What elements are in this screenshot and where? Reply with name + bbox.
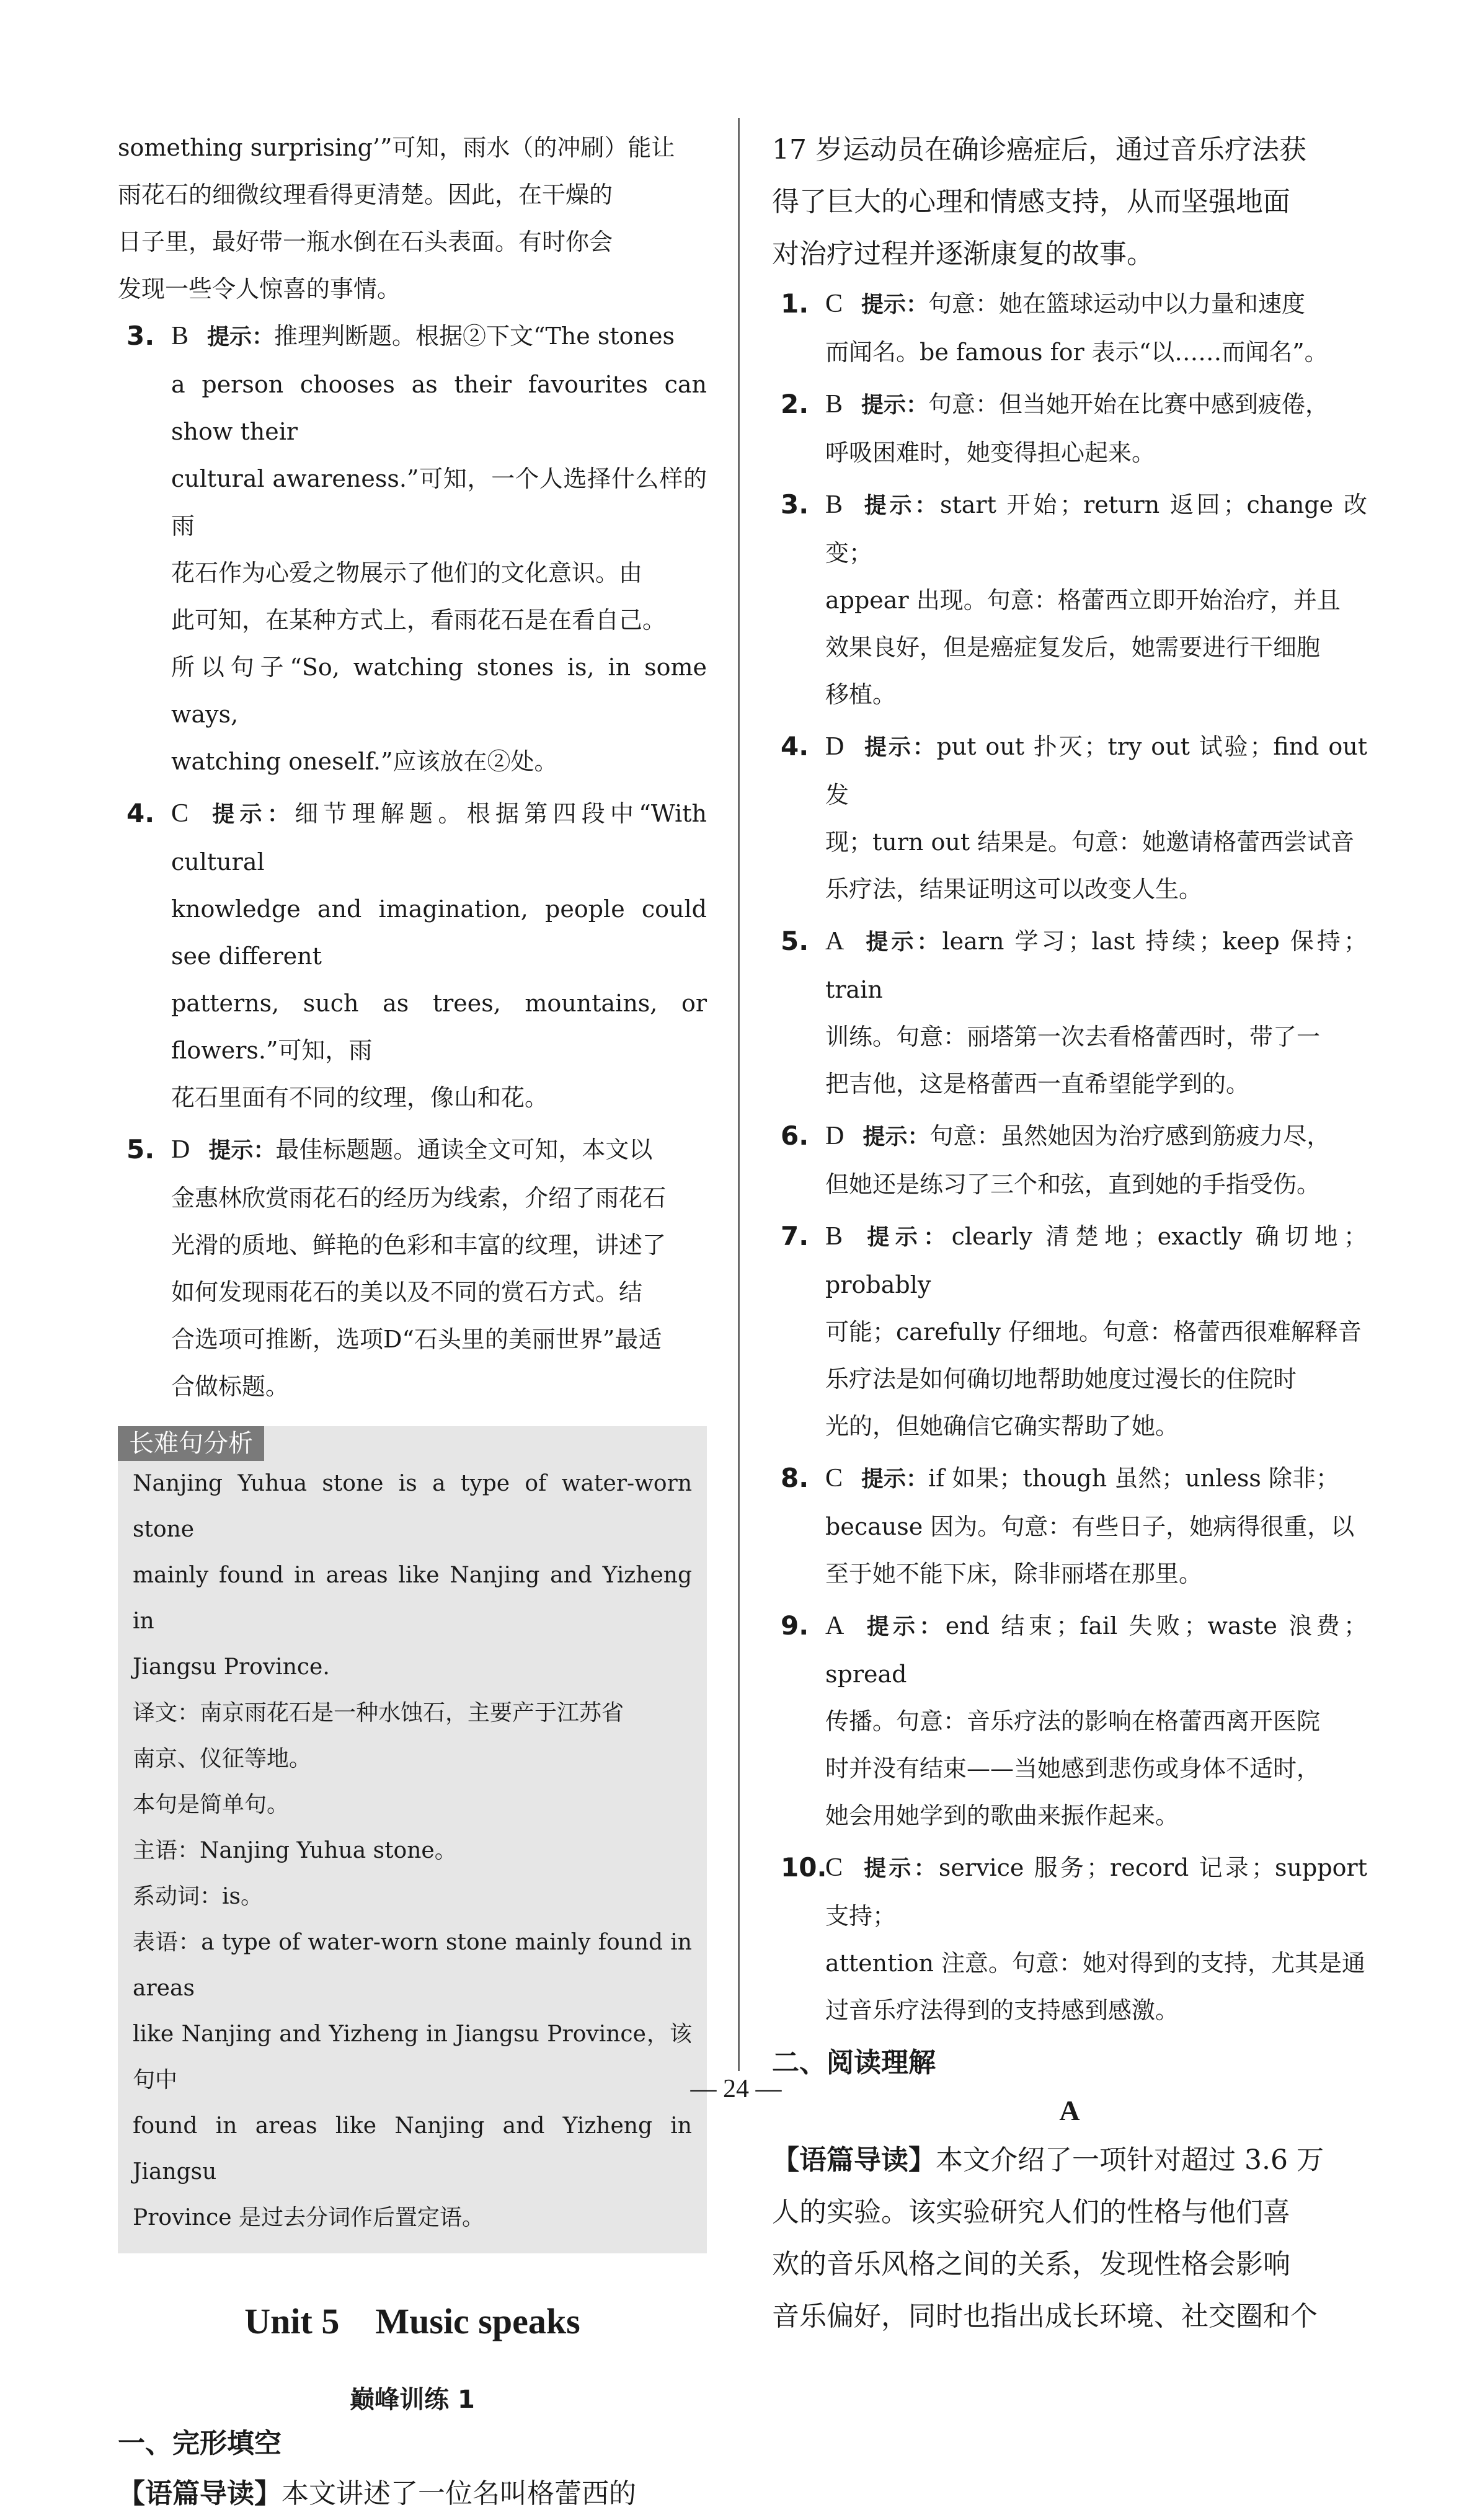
explanation-text: 至于她不能下床，除非丽塔在那里。	[825, 1560, 1203, 1587]
passage-intro	[118, 2468, 707, 2520]
explanation-text: because 因为。句意：有些日子，她病得很重，以	[825, 1513, 1355, 1540]
passage-label: A	[1059, 2095, 1080, 2126]
explanation-text: 移植。	[825, 681, 897, 708]
explanation-text: 她会用她学到的歌曲来振作起来。	[825, 1802, 1179, 1829]
box-line: mainly found in areas like Nanjing and Yizheng in	[133, 1563, 692, 1634]
explanation-text: 花石作为心爱之物展示了他们的文化意识。由	[171, 559, 643, 587]
question-number: 10.	[781, 1852, 827, 1883]
question-number: 4.	[781, 731, 809, 761]
intro-line: 对治疗过程并逐渐康复的故事。	[772, 238, 1154, 270]
explanation-text: watching oneself.”应该放在②处。	[171, 748, 558, 775]
question-number: 1.	[781, 288, 809, 319]
question-number: 8.	[781, 1463, 809, 1493]
explanation-text: 光的，但她确信它确实帮助了她。	[825, 1413, 1179, 1440]
left-column	[118, 124, 707, 2520]
question-number: 3.	[781, 489, 809, 520]
explanation-text: put out 扑灭；try out 试验；find out 发	[825, 733, 1367, 809]
passage-intro	[772, 2134, 1367, 2186]
question-number: 5.	[126, 1134, 155, 1165]
explanation-text: 乐疗法，结果证明这可以改变人生。	[825, 876, 1203, 903]
explanation-text: 而闻名。be famous for 表示“以……而闻名”。	[825, 339, 1328, 366]
explanation-text: 句意：她在篮球运动中以力量和速度	[928, 290, 1306, 317]
answer-item	[772, 280, 1367, 376]
training-title: 巅峰训练 1	[350, 2385, 475, 2414]
box-line: found in areas like Nanjing and Yizheng in Jiangsu	[133, 2113, 692, 2185]
answer-letter: C	[825, 290, 843, 318]
answer-item	[772, 1844, 1367, 2034]
box-title: 长难句分析	[118, 1426, 264, 1461]
box-line: Jiangsu Province.	[133, 1654, 330, 1680]
explanation-text: 把吉他，这是格蕾西一直希望能学到的。	[825, 1070, 1250, 1098]
box-line: 本句是简单句。	[133, 1792, 290, 1817]
explanation-text: 乐疗法是如何确切地帮助她度过漫长的住院时	[825, 1365, 1297, 1393]
explanation-text: cultural awareness.”可知，一个人选择什么样的雨	[171, 465, 707, 539]
box-line: 主语：Nanjing Yuhua stone。	[133, 1838, 457, 1863]
box-line: like Nanjing and Yizheng in Jiangsu Province，该句中	[133, 2021, 692, 2093]
answer-letter: B	[171, 322, 189, 350]
explanation-text: 花石里面有不同的纹理，像山和花。	[171, 1084, 549, 1111]
text-line: something surprising’”可知，雨水（的冲刷）能让	[118, 134, 675, 161]
hint-label: 提示：	[862, 929, 942, 955]
question-number: 6.	[781, 1120, 809, 1151]
explanation-text: 句意：但当她开始在比赛中感到疲倦，	[928, 391, 1329, 418]
explanation-text: learn 学习；last 持续；keep 保持；train	[825, 928, 1367, 1003]
box-line: 系动词：is。	[133, 1884, 263, 1909]
answer-letter: B	[825, 490, 843, 519]
explanation-text: 此可知，在某种方式上，看雨花石是在看自己。	[171, 606, 667, 634]
box-line: Nanjing Yuhua stone is a type of water-worn stone	[133, 1471, 692, 1542]
answer-letter: D	[825, 1122, 845, 1150]
explanation-text: 合做标题。	[171, 1373, 290, 1400]
explanation-text: 最佳标题题。通读全文可知，本文以	[275, 1136, 653, 1163]
hint-label: 提示：	[861, 1466, 929, 1492]
page-number: — 24 —	[690, 2075, 782, 2103]
explanation-text: start 开始；return 返回；change 改变；	[825, 491, 1367, 567]
answer-item	[772, 1112, 1367, 1208]
question-number: 5.	[781, 926, 809, 956]
sentence-analysis-box	[118, 1426, 707, 2253]
explanation-text: if 如果；though 虽然；unless 除非；	[928, 1465, 1339, 1492]
intro-tag: 【语篇导读】	[772, 2144, 936, 2176]
answer-letter: C	[171, 799, 189, 828]
answer-letter: C	[825, 1464, 843, 1493]
hint-label: 提示：	[861, 393, 929, 418]
intro-text: 本文介绍了一项针对超过 3.6 万	[936, 2144, 1324, 2176]
hint-label: 提示：	[861, 1856, 939, 1881]
explanation-text: 可能；carefully 仔细地。句意：格蕾西很难解释音	[825, 1318, 1362, 1346]
explanation-text: clearly 清楚地；exactly 确切地；probably	[825, 1223, 1367, 1298]
hint-label: 提示：	[862, 1124, 930, 1150]
intro-line: 欢的音乐风格之间的关系，发现性格会影响	[772, 2248, 1290, 2280]
question-number: 4.	[126, 798, 155, 828]
explanation-text: 合选项可推断，选项D“石头里的美丽世界”最适	[171, 1326, 662, 1353]
column-divider	[738, 118, 740, 2071]
answer-letter: B	[825, 390, 843, 419]
explanation-text: 现；turn out 结果是。句意：她邀请格蕾西尝试音	[825, 828, 1355, 856]
explanation-text: 如何发现雨花石的美以及不同的赏石方式。结	[171, 1279, 643, 1306]
hint-label: 提示：	[208, 1138, 276, 1163]
text-line: 雨花石的细微纹理看得更清楚。因此，在干燥的	[118, 181, 613, 208]
answer-list	[772, 280, 1367, 2034]
intro-line: 得了巨大的心理和情感支持，从而坚强地面	[772, 186, 1290, 218]
explanation-text: service 服务；record 记录；support 支持；	[825, 1854, 1367, 1930]
intro-line: 音乐偏好，同时也指出成长环境、社交圈和个	[772, 2300, 1318, 2332]
explanation-text: 推理判断题。根据②下文“The stones	[274, 322, 675, 350]
box-line: 南京、仪征等地。	[133, 1746, 312, 1772]
answer-item	[118, 790, 707, 1121]
text-line: 日子里，最好带一瓶水倒在石头表面。有时你会	[118, 228, 613, 255]
explanation-text: attention 注意。句意：她对得到的支持，尤其是通	[825, 1950, 1366, 1977]
box-line: 表语：a type of water-worn stone mainly found in areas	[133, 1930, 692, 2001]
explanation-text: 效果良好，但是癌症复发后，她需要进行干细胞	[825, 634, 1321, 661]
explanation-text: 所以句子“So, watching stones is, in some ways,	[171, 654, 707, 728]
hint-label: 提示：	[861, 1225, 952, 1250]
continued-paragraph	[118, 124, 707, 313]
answer-letter: A	[825, 1612, 845, 1640]
hint-label: 提示：	[861, 292, 929, 317]
text-line: 发现一些令人惊喜的事情。	[118, 275, 401, 303]
explanation-text: appear 出现。句意：格蕾西立即开始治疗，并且	[825, 587, 1341, 614]
explanation-text: 但她还是练习了三个和弦，直到她的手指受伤。	[825, 1171, 1321, 1198]
answer-item	[772, 481, 1367, 718]
answer-item	[772, 1455, 1367, 1597]
answer-item	[772, 918, 1367, 1107]
intro-line: 人的实验。该实验研究人们的性格与他们喜	[772, 2196, 1290, 2228]
answer-item	[772, 723, 1367, 913]
hint-label: 提示：	[861, 493, 940, 518]
answer-letter: C	[825, 1853, 843, 1882]
explanation-text: end 结束；fail 失败；waste 浪费；spread	[825, 1612, 1367, 1688]
explanation-text: 训练。句意：丽塔第一次去看格蕾西时，带了一	[825, 1023, 1321, 1050]
explanation-text: 金惠林欣赏雨花石的经历为线索，介绍了雨花石	[171, 1184, 667, 1212]
answer-letter: D	[171, 1135, 190, 1164]
question-number: 2.	[781, 389, 809, 419]
explanation-text: 细节理解题。根据第四段中“With cultural	[171, 800, 707, 876]
intro-tag: 【语篇导读】	[118, 2478, 282, 2509]
hint-label: 提示：	[862, 1614, 946, 1639]
intro-line: 17 岁运动员在确诊癌症后，通过音乐疗法获	[772, 134, 1306, 166]
hint-label: 提示：	[207, 802, 295, 827]
question-number: 7.	[781, 1221, 809, 1251]
intro-text: 本文讲述了一位名叫格蕾西的	[282, 2478, 636, 2509]
explanation-text: 过音乐疗法得到的支持感到感激。	[825, 1997, 1179, 2024]
explanation-text: 句意：虽然她因为治疗感到筋疲力尽，	[929, 1122, 1331, 1150]
answer-item	[772, 1602, 1367, 1839]
explanation-text: patterns, such as trees, mountains, or flowers.”可知，雨	[171, 990, 707, 1064]
hint-label: 提示：	[207, 324, 275, 350]
explanation-text: 时并没有结束——当她感到悲伤或身体不适时，	[825, 1755, 1321, 1782]
question-number: 3.	[126, 321, 155, 351]
explanation-text: knowledge and imagination, people could see different	[171, 895, 707, 970]
answer-letter: A	[825, 927, 845, 956]
answer-letter: B	[825, 1222, 843, 1251]
answer-item	[772, 381, 1367, 476]
answer-item	[772, 1213, 1367, 1450]
section-heading: 一、完形填空	[118, 2428, 282, 2459]
hint-label: 提示：	[862, 735, 937, 760]
answer-item	[118, 1126, 707, 1410]
answer-item	[118, 313, 707, 785]
unit-title: Unit 5 Music speaks	[244, 2301, 580, 2341]
explanation-text: 光滑的质地、鲜艳的色彩和丰富的纹理，讲述了	[171, 1231, 667, 1259]
section-heading: 二、阅读理解	[772, 2047, 936, 2079]
explanation-text: 呼吸困难时，她变得担心起来。	[825, 439, 1156, 466]
right-column	[772, 124, 1367, 2343]
question-number: 9.	[781, 1610, 809, 1641]
explanation-text: a person chooses as their favourites can show their	[171, 371, 707, 445]
explanation-text: 传播。句意：音乐疗法的影响在格蕾西离开医院	[825, 1708, 1321, 1735]
answer-letter: D	[825, 732, 845, 761]
box-line: Province 是过去分词作后置定语。	[133, 2205, 485, 2230]
box-line: 译文：南京雨花石是一种水蚀石，主要产于江苏省	[133, 1700, 624, 1726]
